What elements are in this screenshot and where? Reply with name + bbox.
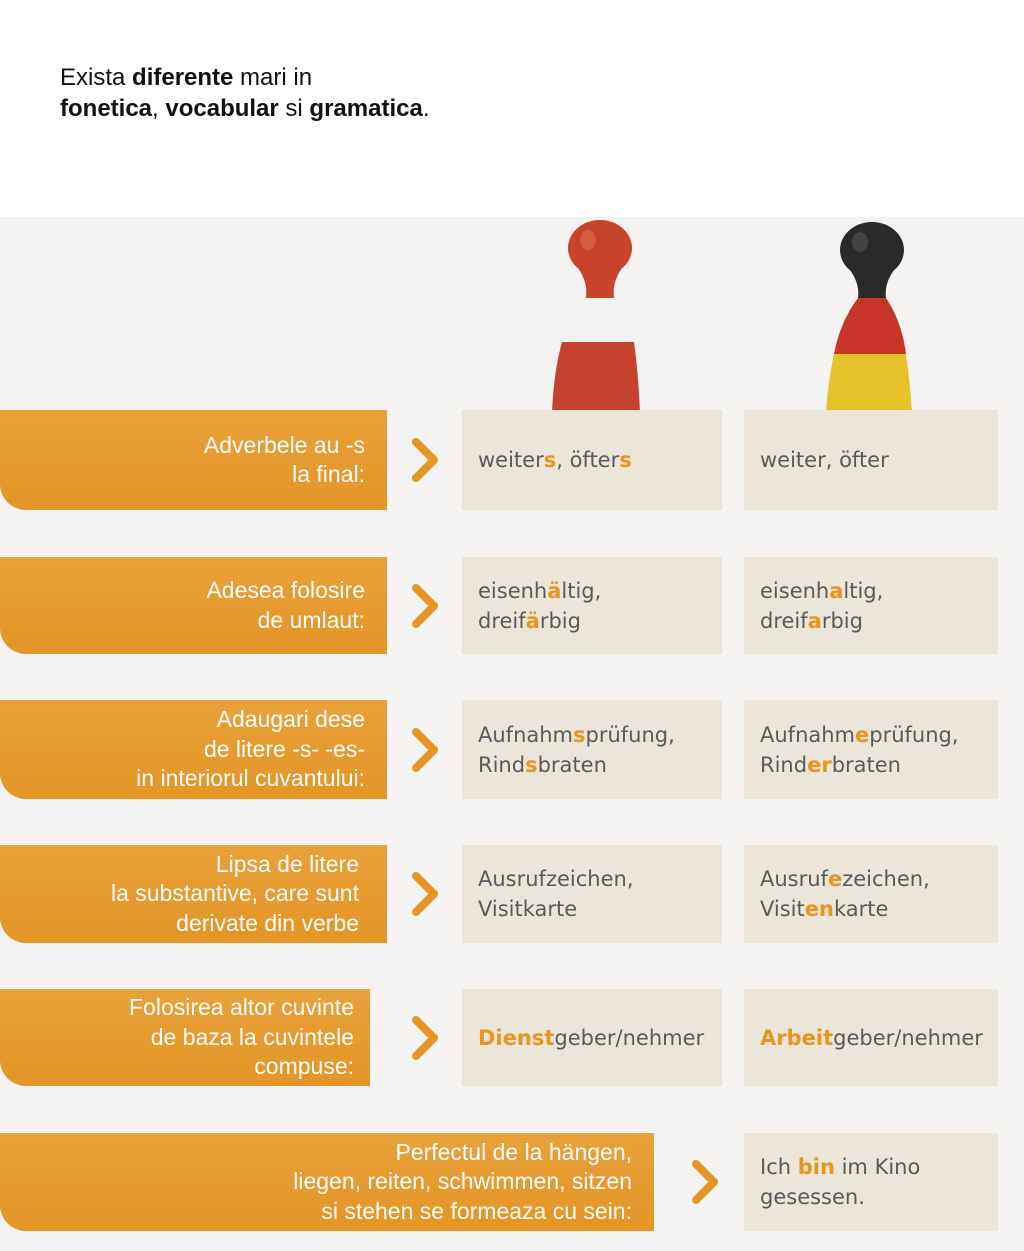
cell-line	[478, 864, 712, 894]
word-fragment: rbig	[539, 608, 581, 633]
highlighted-letters: ä	[547, 578, 562, 603]
word-fragment: prüfung,	[869, 722, 959, 747]
cell-line	[760, 1182, 988, 1212]
row-label-line: Adaugari dese	[216, 706, 365, 733]
highlighted-letters: s	[543, 448, 557, 472]
word-fragment: Rind	[760, 752, 808, 777]
cell-line	[478, 894, 712, 924]
intro-line-1	[60, 62, 429, 93]
word-fragment: Aufnahm	[478, 722, 574, 747]
german-variant-cell	[744, 1133, 998, 1231]
highlighted-letters: s	[525, 752, 538, 777]
row-label	[0, 1133, 654, 1231]
austrian-variant-cell	[462, 410, 722, 510]
cell-line	[478, 445, 712, 475]
cell-line	[760, 445, 988, 475]
chevron-right-icon	[410, 583, 440, 629]
chevron-right-icon	[690, 1159, 720, 1205]
row-label-line: la final:	[292, 461, 365, 487]
german-variant-cell	[744, 845, 998, 943]
cell-line	[478, 750, 712, 780]
row-label-line: derivate din verbe	[176, 909, 359, 936]
austrian-variant-cell	[462, 557, 722, 654]
german-variant-cell	[744, 410, 998, 510]
word-fragment: prüfung,	[585, 722, 675, 747]
row-label-line: de baza la cuvintele	[150, 1023, 354, 1050]
intro-fragment: mari in	[233, 64, 313, 91]
intro-fragment: fonetica	[60, 95, 153, 122]
cell-line	[760, 720, 988, 750]
intro-fragment: diferente	[132, 64, 234, 91]
intro-fragment: gramatica	[309, 95, 423, 122]
highlighted-letters: s	[619, 448, 632, 472]
word-fragment: eisenh	[760, 578, 830, 603]
highlighted-letters: Dienst	[478, 1025, 555, 1050]
highlighted-letters: bin	[797, 1155, 835, 1179]
row-label-line: liegen, reiten, schwimmen, sitzen	[293, 1168, 632, 1195]
word-fragment: Ausrufzeichen,	[478, 867, 634, 891]
row-label-line: compuse:	[254, 1053, 354, 1080]
word-fragment: zeichen,	[842, 867, 930, 891]
word-fragment: geber/nehmer	[554, 1025, 705, 1050]
highlighted-letters: e	[855, 722, 870, 747]
cell-line	[478, 720, 712, 750]
row-label-line: Lipsa de litere	[215, 850, 359, 877]
row-label-line: Adesea folosire	[206, 577, 365, 603]
word-fragment: ltig,	[561, 578, 602, 603]
austrian-variant-cell	[462, 700, 722, 799]
word-fragment: , öfter	[556, 448, 620, 472]
germany-flag-figurine-icon	[822, 222, 932, 412]
row-label	[0, 989, 370, 1086]
row-label-line: Adverbele au -s	[203, 431, 365, 458]
austrian-variant-cell	[462, 845, 722, 943]
word-fragment: im Kino	[834, 1155, 921, 1179]
cell-line	[760, 576, 988, 606]
intro-fragment: Exista	[60, 64, 133, 91]
cell-line	[760, 606, 988, 636]
row-label	[0, 557, 387, 654]
cell-line	[760, 864, 988, 894]
word-fragment: Visitkarte	[478, 897, 578, 921]
cell-line	[478, 576, 712, 606]
row-label-line: si stehen se formeaza cu sein:	[321, 1197, 632, 1224]
word-fragment: dreif	[760, 608, 808, 633]
word-fragment: braten	[831, 752, 901, 777]
word-fragment: eisenh	[478, 578, 548, 603]
row-label	[0, 410, 387, 510]
cell-line	[760, 750, 988, 780]
austrian-variant-cell	[462, 989, 722, 1086]
intro-text	[60, 62, 429, 124]
word-fragment: weiter	[478, 448, 544, 472]
row-label-line: Folosirea altor cuvinte	[129, 994, 354, 1021]
german-variant-cell	[744, 557, 998, 654]
austria-flag-figurine-icon	[548, 220, 658, 412]
word-fragment: gesessen.	[760, 1185, 865, 1209]
intro-fragment: si	[278, 95, 310, 122]
cell-line	[478, 1023, 712, 1053]
chevron-right-icon	[410, 437, 440, 483]
intro-fragment: vocabular	[165, 95, 279, 122]
highlighted-letters: s	[573, 722, 586, 747]
highlighted-letters: a	[829, 578, 844, 603]
chevron-right-icon	[410, 727, 440, 773]
row-label	[0, 845, 387, 943]
intro-line-2	[60, 93, 429, 124]
word-fragment: Ich	[760, 1155, 798, 1179]
highlighted-letters: e	[827, 867, 843, 891]
word-fragment: Aufnahm	[760, 722, 856, 747]
row-label	[0, 700, 387, 799]
highlighted-letters: Arbeit	[760, 1025, 834, 1050]
row-label-line: in interiorul cuvantului:	[136, 765, 365, 792]
word-fragment: geber/nehmer	[833, 1025, 983, 1050]
word-fragment: ltig,	[843, 578, 884, 603]
cell-line	[478, 606, 712, 636]
word-fragment: Visit	[760, 897, 805, 921]
cell-line	[760, 1152, 988, 1182]
row-label-line: de litere -s- -es-	[203, 735, 365, 762]
word-fragment: dreif	[478, 608, 526, 633]
word-fragment: braten	[537, 752, 607, 777]
word-fragment: Rind	[478, 752, 526, 777]
highlighted-letters: a	[807, 608, 822, 633]
cell-line	[760, 1023, 988, 1053]
word-fragment: Ausruf	[760, 867, 828, 891]
german-variant-cell	[744, 700, 998, 799]
row-label-line: la substantive, care sunt	[110, 880, 359, 907]
row-label-line: de umlaut:	[257, 606, 365, 633]
cell-line	[760, 894, 988, 924]
german-variant-cell	[744, 989, 998, 1086]
chevron-right-icon	[410, 1015, 440, 1061]
row-label-line: Perfectul de la hängen,	[395, 1138, 632, 1165]
highlighted-letters: en	[804, 897, 834, 921]
intro-fragment: .	[422, 95, 430, 122]
word-fragment: karte	[833, 897, 889, 921]
word-fragment: rbig	[821, 608, 863, 633]
highlighted-letters: ä	[525, 608, 540, 633]
chevron-right-icon	[410, 871, 440, 917]
intro-fragment: ,	[152, 95, 166, 122]
highlighted-letters: er	[807, 752, 832, 777]
word-fragment: weiter, öfter	[760, 448, 889, 472]
